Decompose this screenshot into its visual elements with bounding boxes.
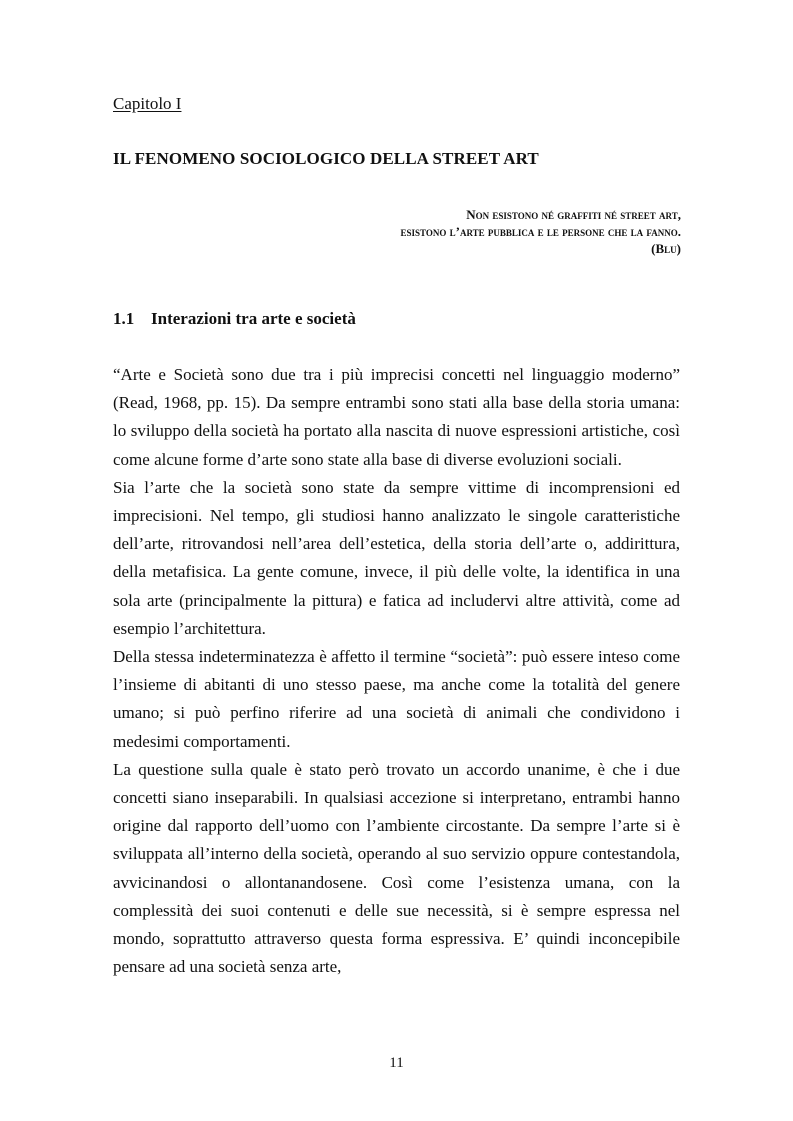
epigraph-attribution: (Blu)	[651, 241, 681, 256]
paragraph: “Arte e Società sono due tra i più imprecisi concetti nel linguaggio moderno” (Read, 1968, pp. 15). Da sempre entrambi sono stati alla base della storia umana: lo sviluppo della società ha portato alla nascita di nuove espressioni artistiche, così come alcune forme d’arte sono state alla base di diverse evoluzioni sociali.	[113, 365, 680, 469]
section-heading	[113, 309, 356, 329]
paragraph: Della stessa indeterminatezza è affetto il termine “società”: può essere inteso come l’insieme di abitanti di uno stesso paese, ma anche come la totalità del genere umano; si può perfino riferire ad una società di animali che condividono i medesimi comportamenti.	[113, 647, 680, 751]
section-number: 1.1	[113, 309, 135, 328]
epigraph	[261, 206, 681, 257]
page-number: 11	[389, 1055, 404, 1071]
epigraph-line-1: Non esistono né graffiti né street art,	[466, 207, 681, 222]
section-title: Interazioni tra arte e società	[151, 309, 356, 328]
epigraph-line-2: esistono l’arte pubblica e le persone che la fanno.	[400, 224, 681, 239]
paragraph: Sia l’arte che la società sono state da sempre vittime di incomprensioni ed imprecisioni. Nel tempo, gli studiosi hanno analizzato le singole caratteristiche dell’arte, ritrovandosi nell’area dell’estetica, della storia dell’arte o, addirittura, della metafisica. La gente comune, invece, il più delle volte, la identifica in una sola arte (principalmente la pittura) e fatica ad includervi altre attività, come ad esempio l’architettura.	[113, 477, 680, 638]
chapter-label: Capitolo I	[113, 94, 182, 113]
paragraph: La questione sulla quale è stato però trovato un accordo unanime, è che i due concetti siano inseparabili. In qualsiasi accezione si interpretano, entrambi hanno origine dal rapporto dell’uomo con l’ambiente circostante. Da sempre l’arte si è sviluppata all’interno della società, operando al suo servizio oppure contestandola, avvicinandosi o allontanandosene. Così come l’esistenza umana, con la complessità dei suoi contenuti e delle sue necessità, si è sempre espressa nel mondo, soprattutto attraverso questa forma espressiva. E’ quindi inconcepibile pensare ad una società senza arte,	[113, 759, 680, 977]
chapter-title: IL FENOMENO SOCIOLOGICO DELLA STREET ART	[113, 149, 539, 168]
body-text	[113, 361, 680, 981]
